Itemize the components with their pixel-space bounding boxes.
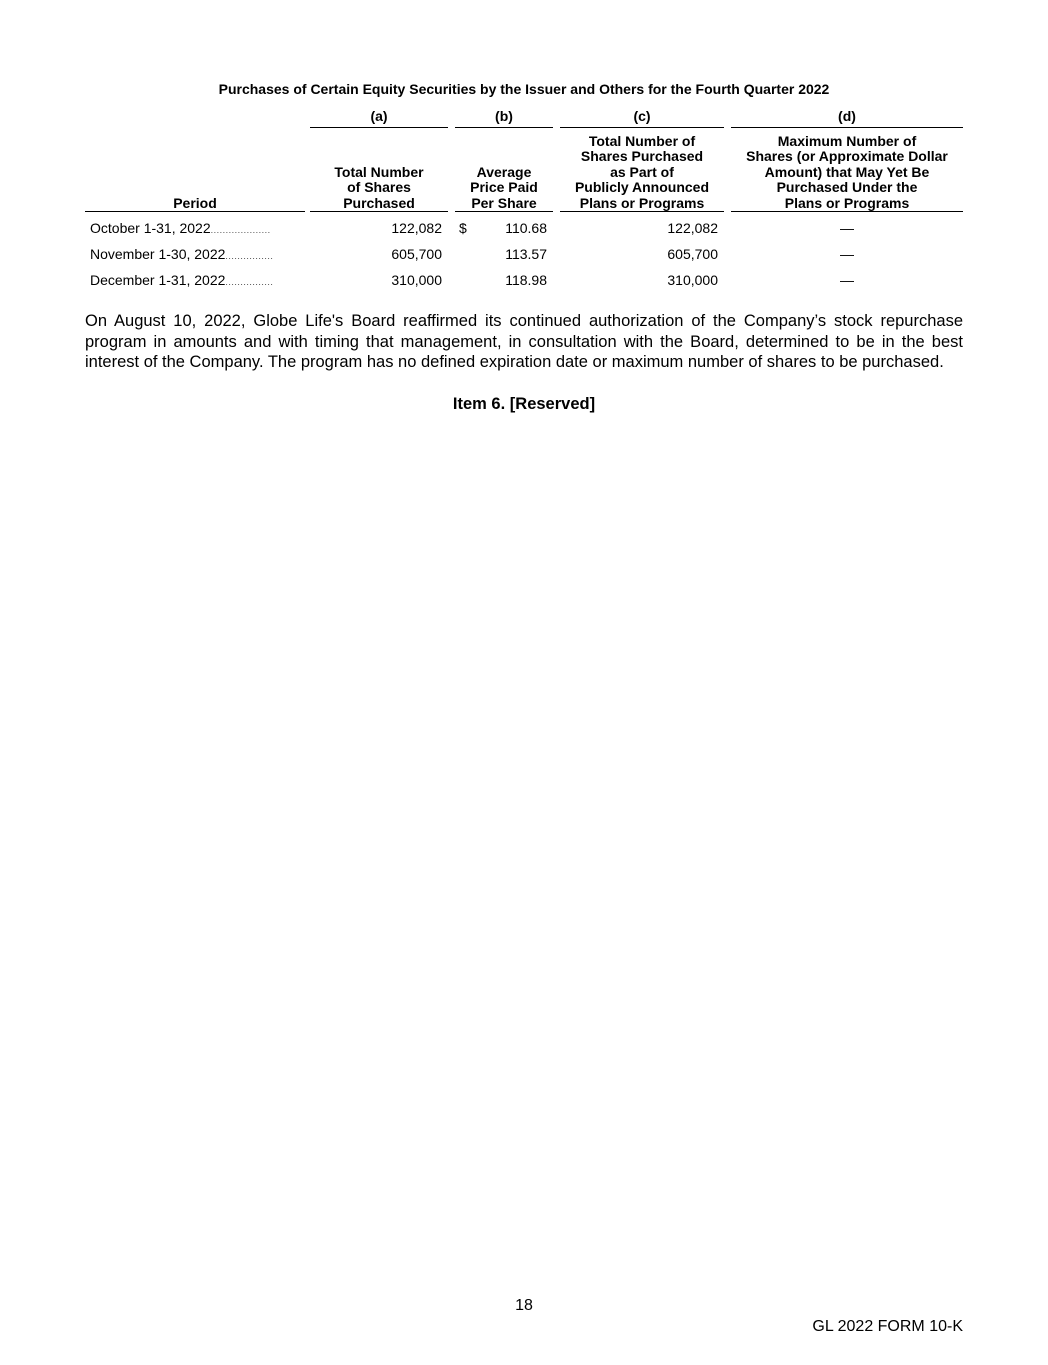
repurchase-paragraph: On August 10, 2022, Globe Life's Board reaffirmed its continued authorization of the Company’s stock repurchase program in amounts and with timing that management, in consultation with the Board, determined to be in the best interest of the Company. The program has no defined expiration date or maximum number of shares to be purchased. bbox=[85, 312, 963, 371]
header-line: Total Number of bbox=[588, 132, 696, 149]
header-shares-purchased-plans bbox=[560, 133, 724, 212]
row-shares-under-plans: 310,000 bbox=[667, 272, 718, 288]
table-row bbox=[85, 267, 963, 293]
row-period: November 1-30, 2022................ bbox=[90, 246, 274, 262]
header-line: Per Share bbox=[471, 194, 537, 211]
row-maximum-remaining: — bbox=[840, 246, 854, 262]
header-line: Purchased Under the bbox=[776, 179, 918, 195]
header-maximum-shares-remaining bbox=[731, 133, 963, 212]
header-line: of Shares bbox=[347, 179, 411, 195]
header-total-shares-purchased bbox=[310, 133, 448, 212]
row-period: December 1-31, 2022................ bbox=[90, 272, 274, 288]
row-maximum-remaining: — bbox=[840, 272, 854, 288]
header-line: Plans or Programs bbox=[579, 194, 705, 211]
header-line: Total Number bbox=[334, 163, 424, 180]
row-average-price: 118.98 bbox=[505, 272, 547, 288]
leader-dots: ................ bbox=[225, 277, 274, 287]
table-row bbox=[85, 215, 963, 241]
dollar-sign: $ bbox=[459, 220, 467, 236]
row-shares-purchased: 122,082 bbox=[391, 220, 442, 236]
column-letter-b: (b) bbox=[455, 107, 553, 128]
header-line: Shares Purchased bbox=[580, 148, 704, 164]
page-number: 18 bbox=[515, 1297, 533, 1314]
leader-dots: .................... bbox=[210, 225, 271, 235]
header-line: Amount) that May Yet Be bbox=[764, 163, 930, 180]
row-maximum-remaining: — bbox=[840, 220, 854, 236]
header-period-line: Period bbox=[173, 194, 217, 211]
column-letter-c: (c) bbox=[560, 107, 724, 128]
header-line: Price Paid bbox=[470, 179, 538, 195]
row-shares-under-plans: 605,700 bbox=[667, 246, 718, 262]
row-period: October 1-31, 2022.................... bbox=[90, 220, 271, 236]
table-row bbox=[85, 241, 963, 267]
item-6-heading: Item 6. [Reserved] bbox=[452, 395, 596, 413]
row-shares-under-plans: 122,082 bbox=[667, 220, 718, 236]
leader-dots: ................ bbox=[225, 251, 274, 261]
header-period bbox=[85, 133, 305, 212]
header-average-price-paid bbox=[455, 133, 553, 212]
row-shares-purchased: 310,000 bbox=[391, 272, 442, 288]
row-shares-purchased: 605,700 bbox=[391, 246, 442, 262]
footer-form-label: GL 2022 FORM 10-K bbox=[812, 1318, 963, 1335]
row-average-price: 110.68 bbox=[505, 220, 547, 236]
table-title: Purchases of Certain Equity Securities by the Issuer and Others for the Fourth Quarter 2022 bbox=[218, 81, 830, 97]
header-line: Average bbox=[476, 163, 532, 180]
header-line: Shares (or Approximate Dollar bbox=[746, 148, 948, 164]
column-letter-a: (a) bbox=[310, 107, 448, 128]
column-letter-d: (d) bbox=[731, 107, 963, 128]
header-line: Publicly Announced bbox=[574, 179, 710, 195]
header-line: Maximum Number of bbox=[777, 132, 917, 149]
header-line: as Part of bbox=[610, 163, 674, 180]
row-average-price: 113.57 bbox=[505, 246, 547, 262]
header-line: Purchased bbox=[343, 194, 415, 211]
header-line: Plans or Programs bbox=[784, 194, 910, 211]
